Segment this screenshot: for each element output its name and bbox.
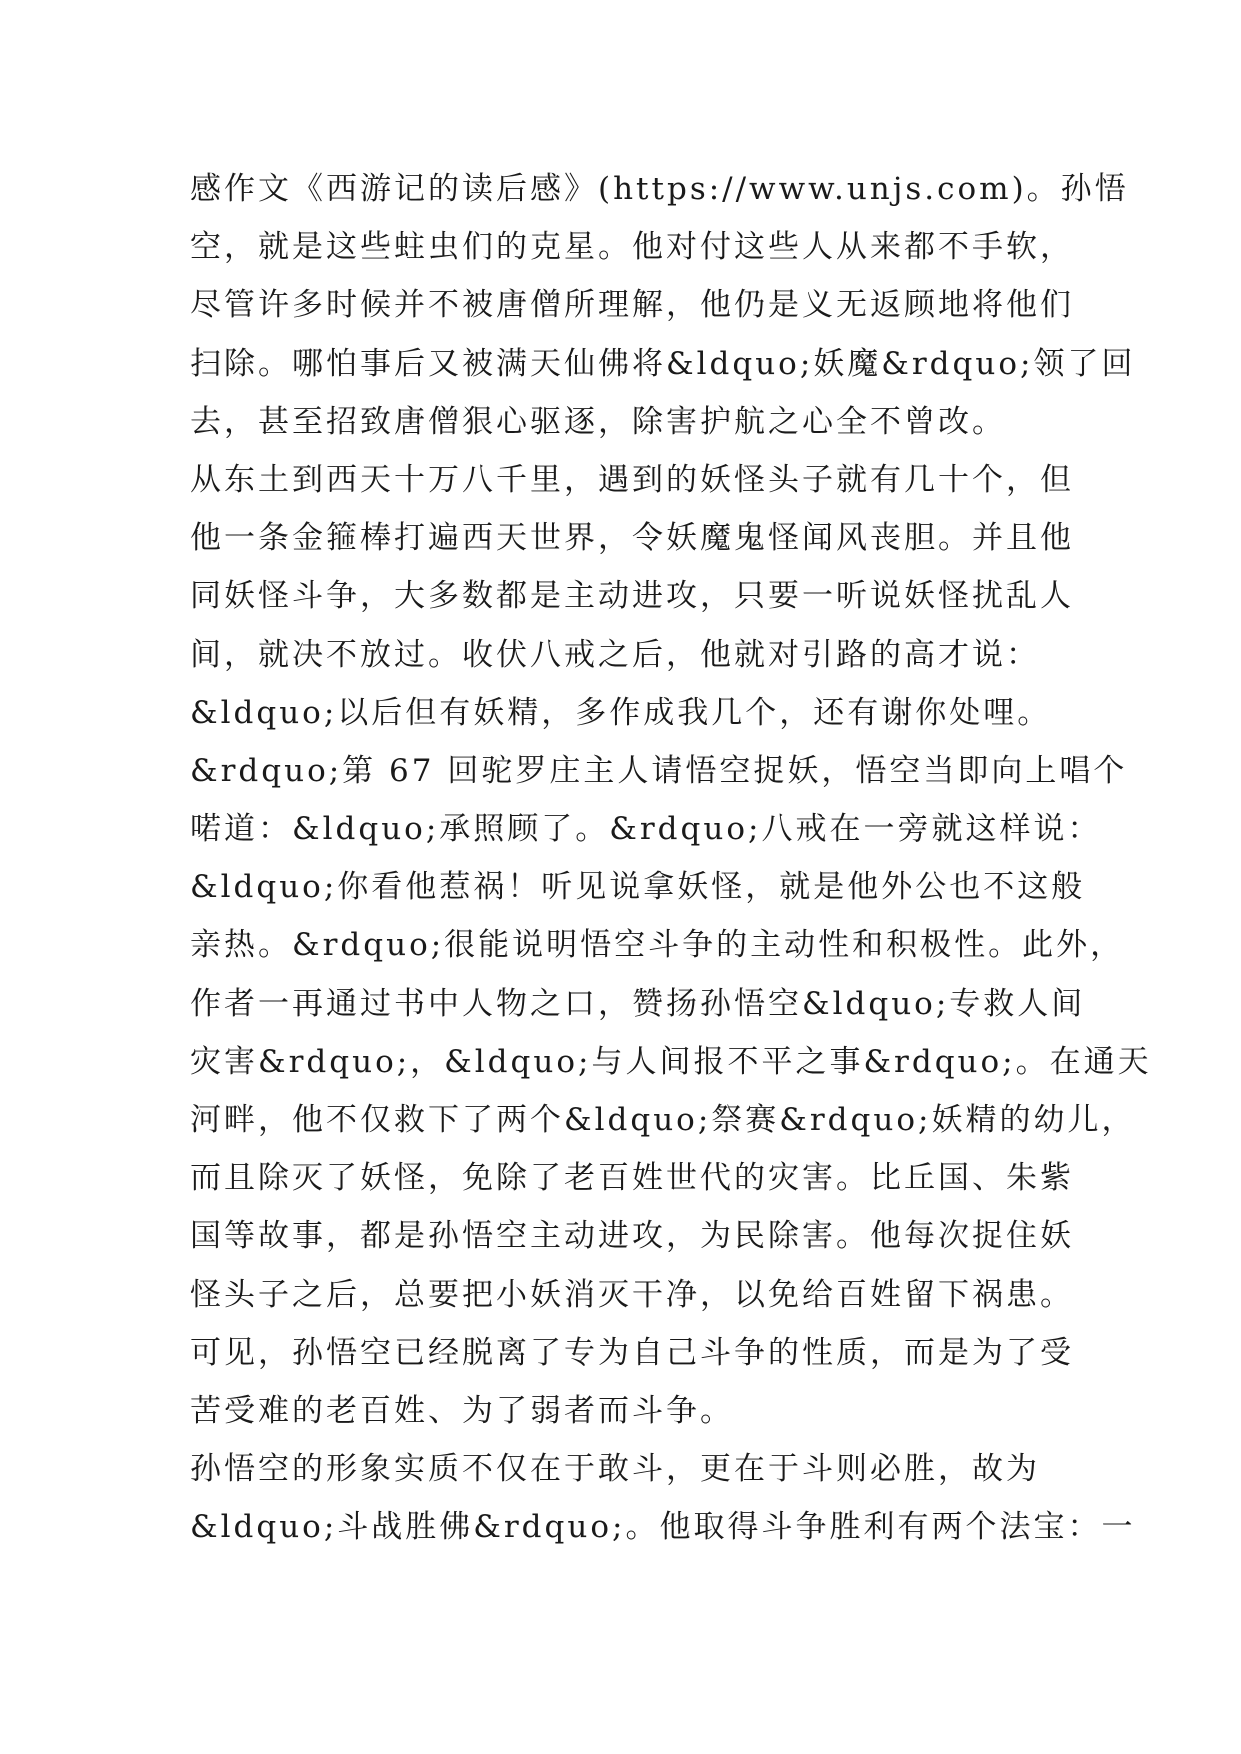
text-line: 间，就决不放过。收伏八戒之后，他就对引路的高才说： [190, 636, 1040, 673]
text-line: &rdquo;第 67 回驼罗庄主人请悟空捉妖，悟空当即向上唱个 [190, 752, 1128, 789]
document-text-body [190, 160, 1152, 1557]
text-line: 去，甚至招致唐僧狠心驱逐，除害护航之心全不曾改。 [190, 403, 1006, 440]
text-line: 国等故事，都是孙悟空主动进攻，为民除害。他每次捉住妖 [190, 1218, 1074, 1255]
text-line: &ldquo;斗战胜佛&rdquo;。他取得斗争胜利有两个法宝：一 [190, 1509, 1136, 1546]
text-line: 作者一再通过书中人物之口，赞扬孙悟空&ldquo;专救人间 [190, 985, 1086, 1022]
text-line: 尽管许多时候并不被唐僧所理解，他仍是义无返顾地将他们 [190, 287, 1074, 324]
text-line: &ldquo;以后但有妖精，多作成我几个，还有谢你处哩。 [190, 694, 1052, 731]
text-line: 而且除灭了妖怪，免除了老百姓世代的灾害。比丘国、朱紫 [190, 1160, 1074, 1197]
text-line: 同妖怪斗争，大多数都是主动进攻，只要一听说妖怪扰乱人 [190, 578, 1074, 615]
text-line: &ldquo;你看他惹祸！听见说拿妖怪，就是他外公也不这般 [190, 869, 1086, 906]
text-line: 他一条金箍棒打遍西天世界，令妖魔鬼怪闻风丧胆。并且他 [190, 520, 1074, 557]
text-line: 灾害&rdquo;，&ldquo;与人间报不平之事&rdquo;。在通天 [190, 1043, 1152, 1080]
text-line: 亲热。&rdquo;很能说明悟空斗争的主动性和积极性。此外， [190, 927, 1125, 964]
text-line: 空，就是这些蛀虫们的克星。他对付这些人从来都不手软， [190, 229, 1074, 266]
text-line: 怪头子之后，总要把小妖消灭干净，以免给百姓留下祸患。 [190, 1276, 1074, 1313]
text-line: 可见，孙悟空已经脱离了专为自己斗争的性质，而是为了受 [190, 1334, 1074, 1371]
text-line: 苦受难的老百姓、为了弱者而斗争。 [190, 1392, 734, 1429]
text-line: 喏道：&ldquo;承照顾了。&rdquo;八戒在一旁就这样说： [190, 811, 1102, 848]
text-line: 孙悟空的形象实质不仅在于敢斗，更在于斗则必胜，故为 [190, 1451, 1040, 1488]
text-line: 河畔，他不仅救下了两个&ldquo;祭赛&rdquo;妖精的幼儿， [190, 1102, 1136, 1138]
text-line: 感作文《西游记的读后感》(https://www.unjs.com)。孙悟 [190, 171, 1129, 207]
text-line: 扫除。哪怕事后又被满天仙佛将&ldquo;妖魔&rdquo;领了回 [190, 345, 1136, 382]
text-line: 从东土到西天十万八千里，遇到的妖怪头子就有几十个，但 [190, 461, 1074, 498]
